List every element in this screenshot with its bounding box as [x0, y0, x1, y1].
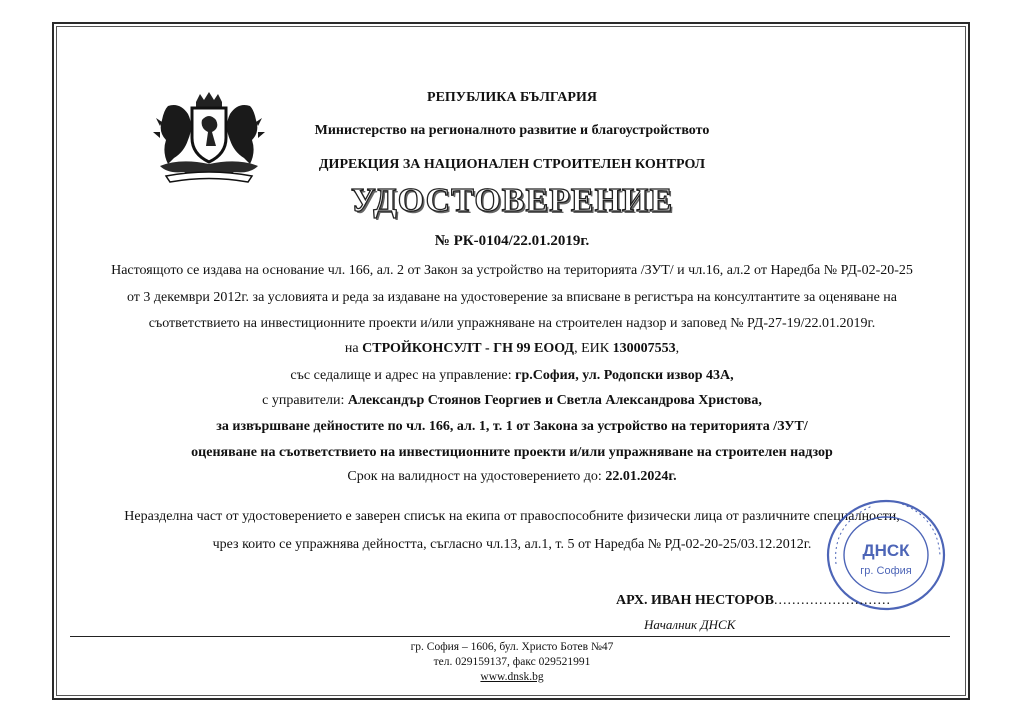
- body-line-1: Настоящото се издава на основание чл. 166, ал. 2 от Закон за устройство на територията /ЗУТ/ и чл.16, ал.2 от Наредба № РД-02-20-25: [111, 263, 913, 278]
- body-line-2: от 3 декември 2012г. за условията и реда за издаване на удостоверение за вписване в регистъра на консултантите за оценяване на: [126, 290, 897, 305]
- company-eik: 130007553: [612, 341, 676, 356]
- stamp-city-text: гр. София: [860, 565, 912, 577]
- signatory-name: АРХ. ИВАН НЕСТОРОВ: [616, 593, 774, 608]
- ministry-heading: Министерство на регионалното развитие и благоустройството: [314, 123, 710, 138]
- directorate-heading: ДИРЕКЦИЯ ЗА НАЦИОНАЛЕН СТРОИТЕЛЕН КОНТРОЛ: [318, 157, 706, 172]
- company-suffix: ,: [675, 341, 680, 356]
- managers-line: [0, 392, 1024, 410]
- company-name: СТРОЙКОНСУЛТ - ГН 99 ЕООД: [362, 341, 575, 356]
- footer-separator: [70, 636, 950, 637]
- certificate-number: № РК-0104/22.01.2019г.: [434, 233, 590, 249]
- company-eik-label: , ЕИК: [574, 341, 613, 356]
- stamp-center-text: ДНСК: [862, 541, 910, 560]
- managers-names: Александър Стоянов Георгиев и Светла Александрова Христова,: [347, 393, 762, 408]
- annex-line-1: Неразделна част от удостоверението е заверен списък на екипа от правоспособните физически лица от различните специалности,: [124, 509, 900, 524]
- signature-line: [616, 593, 891, 609]
- body-line-3: съответствието на инвестиционните проекти и/или упражняване на строителен надзор и заповед № РД-27-19/22.01.2019г.: [148, 316, 876, 331]
- footer-address: гр. София – 1606, бул. Христо Ботев №47: [410, 641, 614, 653]
- footer-phones: тел. 029159137, факс 029521991: [433, 656, 591, 668]
- footer-website: www.dnsk.bg: [480, 671, 544, 683]
- address-prefix: със седалище и адрес на управление:: [290, 368, 516, 383]
- signatory-position: Началник ДНСК: [644, 617, 736, 632]
- country-heading: РЕПУБЛИКА БЪЛГАРИЯ: [427, 90, 597, 105]
- validity-prefix: Срок на валидност на удостоверението до:: [347, 469, 606, 484]
- validity-line: [0, 468, 1024, 486]
- document-title: УДОСТОВЕРЕНИЕ: [350, 182, 674, 219]
- activity-line-1: за извършване дейностите по чл. 166, ал. 1, т. 1 от Закона за устройство на територията /ЗУТ/: [216, 419, 808, 434]
- company-address: гр.София, ул. Родопски извор 43А,: [515, 368, 734, 383]
- company-prefix: на: [344, 341, 363, 356]
- address-line: [0, 367, 1024, 385]
- validity-date: 22.01.2024г.: [605, 469, 677, 484]
- company-line: [0, 340, 1024, 358]
- managers-prefix: с управители:: [262, 393, 348, 408]
- annex-line-2: чрез които се упражнява дейността, съгласно чл.13, ал.1, т. 5 от Наредба № РД-02-20-25/03.12.2012г.: [212, 537, 812, 552]
- activity-line-2: оценяване на съответствието на инвестиционните проекти и/или упражняване на строителен надзор: [191, 445, 833, 460]
- signature-dots: ..........................: [773, 593, 891, 608]
